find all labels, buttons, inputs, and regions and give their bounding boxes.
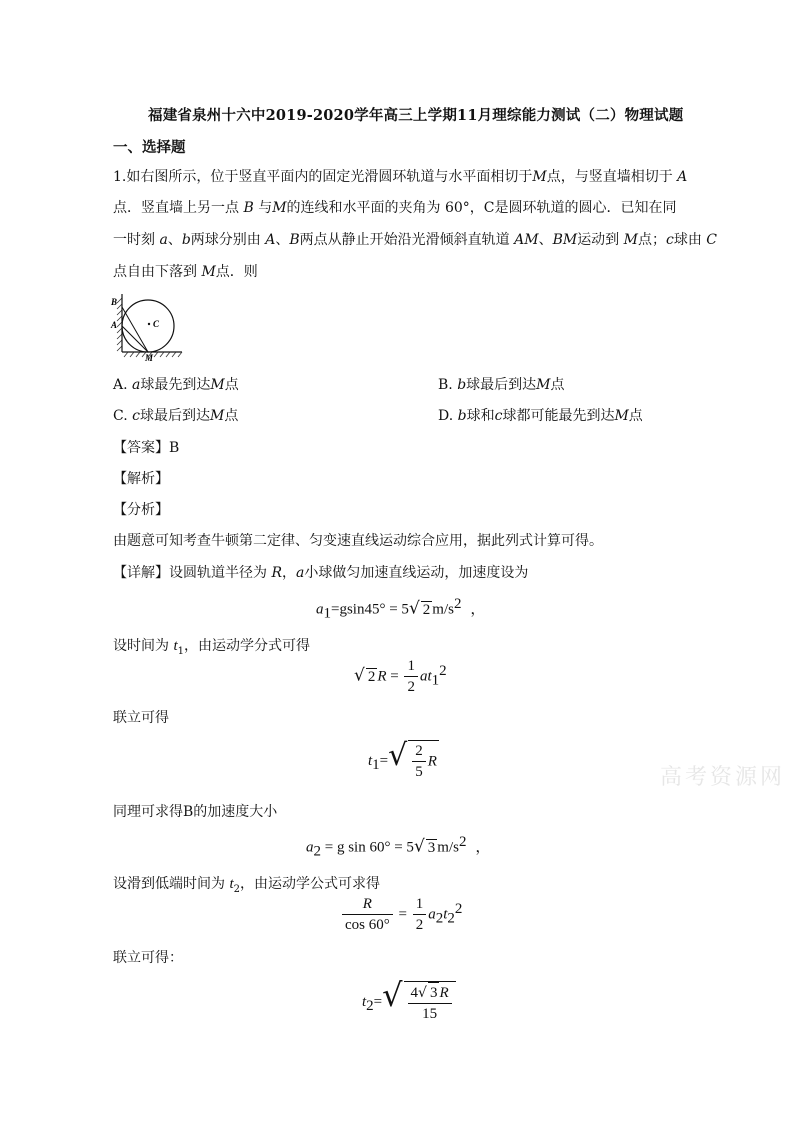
question-text: 两点从静止开始沿光滑倾斜直轨道	[299, 232, 510, 248]
point-a: A	[265, 232, 276, 248]
label-c: C	[153, 319, 160, 329]
center-dot	[148, 323, 150, 325]
track-bm: BM	[552, 232, 578, 248]
point-m: M	[201, 264, 216, 280]
option-a[interactable]: A. a球最先到达M点	[113, 377, 239, 393]
equation-1: $a_1=gsin45^\circ = 5√$ 2 $m/s^2$ ，	[316, 596, 486, 622]
b-acceleration-text: 同理可求得B的加速度大小	[113, 804, 278, 820]
question-line-1	[113, 166, 687, 186]
equation-6: $t_2=√$ $\frac{4√ 3 R}{15}$	[362, 976, 456, 1024]
section-heading: 一、选择题	[113, 139, 186, 156]
ball-c: c	[665, 232, 674, 248]
point-b: B	[243, 200, 254, 216]
question-text: 点．竖直墙上另一点	[113, 200, 239, 216]
question-text: 一时刻	[113, 232, 155, 248]
question-line-3	[113, 229, 717, 249]
watermark: 高考资源网	[660, 765, 786, 790]
t1-text: 设时间为 $t_1$，由运动学分式可得	[113, 638, 310, 657]
question-text: 球由	[673, 232, 702, 248]
question-line-2	[113, 197, 677, 217]
question-text: 的连线和水平面的夹角为 60°，C是圆环轨道的圆心．已知在同	[286, 200, 677, 216]
question-text: 点．则	[215, 264, 258, 280]
equation-5: $\frac{R}{\cos 60^\circ}$ = $\frac{1}{2}$ $a_2t_2^2$	[340, 894, 462, 935]
equation-2: √ 2 R = $\frac{1}{2}$ $at_1^2$	[354, 658, 447, 695]
page-title: 福建省泉州十六中2019-2020学年高三上学期11月理综能力测试（二）物理试题	[148, 107, 684, 124]
point-m: M	[272, 200, 287, 216]
point-c: C	[706, 232, 717, 248]
track-am: AM	[514, 232, 539, 248]
lianli-1: 联立可得	[113, 710, 169, 726]
question-text: 1.如右图所示，位于竖直平面内的固定光滑圆环轨道与水平面相切于	[113, 169, 533, 185]
analysis-text: 由题意可知考查牛顿第二定律、匀变速直线运动综合应用，据此列式计算可得。	[113, 533, 603, 549]
equation-4: $a_2 = g$ sin 60° = 5√ 3 $m/s^2$ ，	[306, 834, 491, 860]
fenxi-heading: 【分析】	[113, 502, 169, 518]
equation-3: $t_1=√$ $\frac{2}{5}$ R	[368, 738, 437, 780]
question-text: 、	[275, 232, 290, 248]
question-text: 点，与竖直墙相切于	[546, 169, 673, 185]
wall-hatching	[117, 298, 122, 351]
question-text: 点自由下落到	[113, 264, 197, 280]
option-d[interactable]: D. b球和c球都可能最先到达M点	[438, 408, 643, 424]
detail-line: 【详解】设圆轨道半径为 R，a小球做匀加速直线运动，加速度设为	[113, 565, 529, 581]
question-text: 、	[167, 232, 182, 248]
point-b: B	[289, 232, 300, 248]
question-text: 、	[538, 232, 553, 248]
option-c[interactable]: C. c球最后到达M点	[113, 408, 239, 424]
question-text: 运动到	[577, 232, 620, 248]
ball-a: a	[159, 232, 168, 248]
label-b: B	[111, 297, 118, 307]
option-b[interactable]: B. b球最后到达M点	[438, 377, 565, 393]
ball-b: b	[181, 232, 191, 248]
lianli-2: 联立可得：	[113, 950, 183, 966]
jiexi-heading: 【解析】	[113, 471, 169, 487]
question-line-4	[113, 261, 258, 281]
label-m: M	[145, 353, 154, 362]
point-m: M	[532, 169, 547, 185]
answer-line: 【答案】B	[113, 440, 180, 456]
question-text: 两球分别由	[190, 232, 261, 248]
t2-text: 设滑到低端时间为 $t_2$，由运动学公式可求得	[113, 876, 380, 895]
circle-track-figure	[108, 290, 188, 362]
point-m: M	[623, 232, 638, 248]
circle-track	[122, 300, 174, 352]
question-text: 点；	[637, 232, 666, 248]
label-a: A	[111, 320, 118, 330]
point-a: A	[677, 169, 688, 185]
question-text: 与	[258, 200, 273, 216]
